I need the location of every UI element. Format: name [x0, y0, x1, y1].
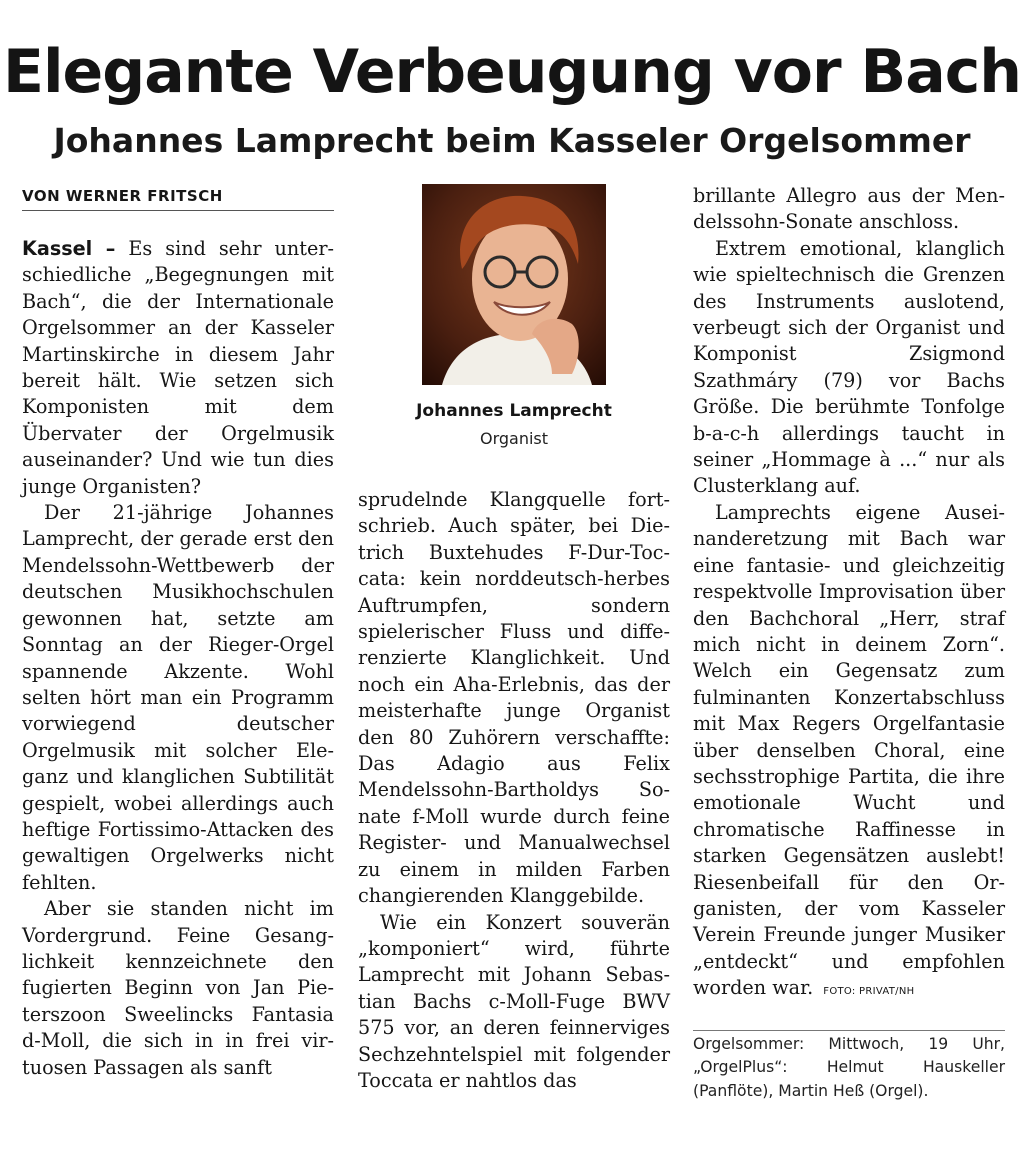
- paragraph-text: Es sind sehr unterschiedliche „Begegnungen mit Bach“, die der Internationale Orgelsommer an der Kasseler Martinskirche in diesem Jahr bereit hält. Wie setzen sich Komponisten mit dem Übervater der Orgelmusik auseinander? Und wie tun dies junge Organisten?: [22, 237, 334, 498]
- photo-credit: FOTO: PRIVAT/NH: [823, 986, 915, 998]
- article-column-2: [358, 487, 670, 1094]
- subheadline: Johannes Lamprecht beim Kasseler Orgelsommer: [53, 121, 971, 160]
- article-column-3: [693, 183, 1005, 1006]
- portrait-photo: [422, 184, 606, 385]
- byline: VON WERNER FRITSCH: [22, 186, 334, 211]
- dateline: Kassel –: [22, 237, 116, 260]
- paragraph: [22, 236, 334, 500]
- paragraph: [693, 500, 1005, 1006]
- paragraph: sprudelnde Klangquelle fortschrieb. Auch später, bei Dietrich Buxtehudes F-Dur-Toccata: kein norddeutsch-herbes Auftrumpfen, sondern spielerischer Fluss und differenzierte Klanglichkeit. Und noch ein Aha-Erlebnis, das der meisterhafte junge Organist den 80 Zuhörern verschaffte: Das Adagio aus Felix Mendelssohn-Bartholdys Sonate f-Moll wurde durch feine Register- und Manualwechsel zu einem in milden Farben changierenden Klanggebilde.: [358, 488, 670, 908]
- photo-caption-role: Organist: [479, 429, 549, 448]
- article-column-1: [22, 236, 334, 1081]
- paragraph: Wie ein Konzert souverän „komponiert“ wird, führte Lamprecht mit Johann Sebastian Bachs c-Moll-Fuge BWV 575 vor, an deren feinnerviges Sechzehntelspiel mit folgender Toccata er nahtlos das: [358, 910, 670, 1092]
- paragraph: Aber sie standen nicht im Vordergrund. Feine Gesanglichkeit kennzeichnete den fugierten Beginn von Jan Pieterszoon Sweelincks Fantasia d-Moll, die sich in in frei virtuosen Passagen als sanft: [22, 897, 334, 1079]
- headline: Elegante Verbeugung vor Bach: [3, 37, 1021, 107]
- paragraph: Extrem emotional, klanglich wie spieltechnisch die Grenzen des Instruments auslotend, verbeugt sich der Organist und Komponist Zsigmond Szathmáry (79) vor Bachs Größe. Die berühmte Tonfolge b-a-c-h allerdings taucht in seiner „Hommage à ...“ nur als Clusterklang auf.: [693, 236, 1005, 498]
- photo-caption-name: Johannes Lamprecht: [416, 401, 612, 421]
- portrait-illustration: [422, 184, 606, 385]
- paragraph: brillante Allegro aus der Mendelssohn-Sonate anschloss.: [693, 184, 1005, 234]
- paragraph: Der 21-jährige Johannes Lamprecht, der gerade erst den Mendelssohn-Wettbewerb der deutschen Musikhochschulen gewonnen hat, setzte am Sonntag an der Rieger-Orgel spannende Akzente. Wohl selten hört man ein Programm vorwiegend deutscher Orgelmusik mit solcher Eleganz und klanglichen Subtilität gespielt, wobei allerdings auch heftige Fortissimo-Attacken des gewaltigen Orgelwerks nicht fehlten.: [22, 501, 334, 894]
- paragraph-text: Lamprechts eigene Auseinanderetzung mit Bach war eine fantasie- und gleichzeitig respektvolle Improvisation über den Bachchoral „Herr, straf mich nicht in deinem Zorn“. Welch ein Gegensatz zum fulminanten Konzertabschluss mit Max Regers Orgelfantasie über denselben Choral, eine sechsstrophige Partita, die ihre emotionale Wucht und chromatische Raffinesse in starken Gegensätzen auslebt! Riesenbeifall für den Organisten, der vom Kasseler Verein Freunde junger Musiker „entdeckt“ und empfohlen worden war.: [693, 500, 1005, 1000]
- event-info: Orgelsommer: Mittwoch, 19 Uhr, „OrgelPlus“: Helmut Hauskeller (Panflöte), Martin Heß (Orgel).: [693, 1030, 1005, 1103]
